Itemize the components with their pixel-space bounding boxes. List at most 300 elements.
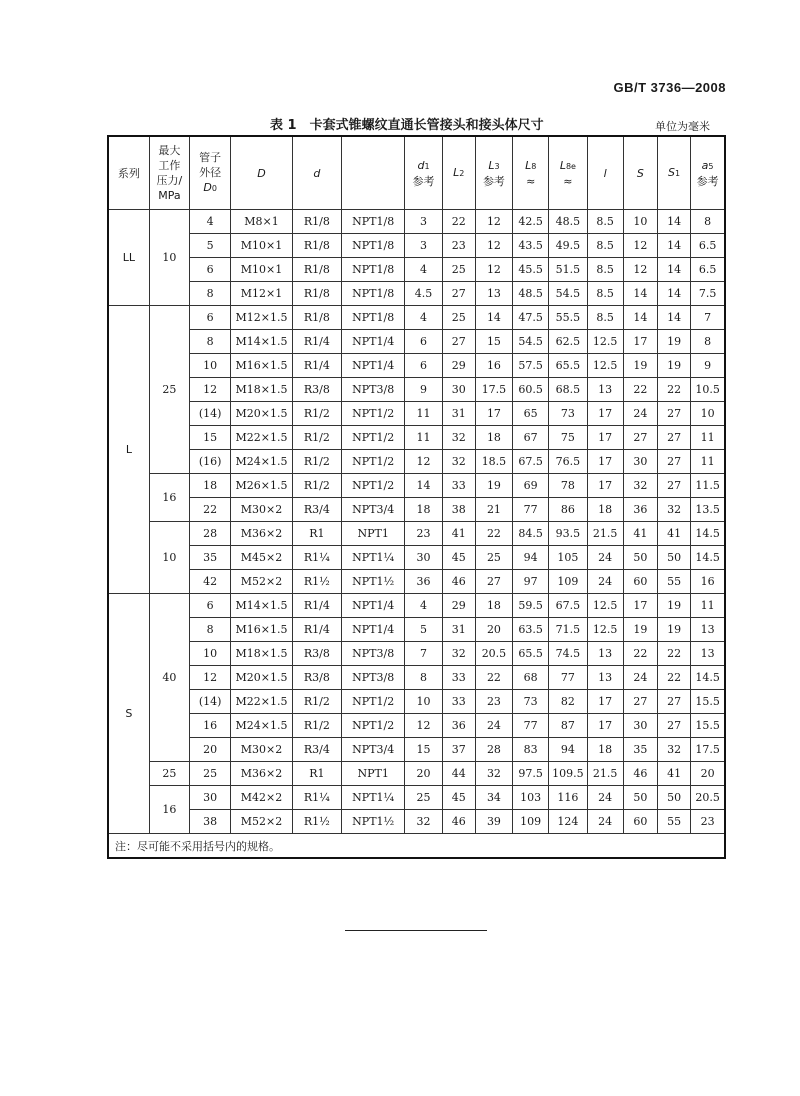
cell-tube-od: 12	[190, 666, 231, 690]
cell-d1: 4	[405, 258, 442, 282]
cell-d1: 6	[405, 354, 442, 378]
cell-tube-od: 16	[190, 714, 231, 738]
cell-tube-od: 42	[190, 570, 231, 594]
cell-L3: 13	[475, 282, 512, 306]
cell-S: 27	[623, 690, 657, 714]
cell-d1: 9	[405, 378, 442, 402]
table-row	[108, 786, 725, 810]
cell-L3: 23	[475, 690, 512, 714]
cell-thread-NPT: NPT3/8	[341, 378, 404, 402]
table-row	[108, 594, 725, 618]
cell-thread-R: R1/2	[292, 690, 341, 714]
cell-L3: 17.5	[475, 378, 512, 402]
cell-l: 18	[587, 498, 623, 522]
cell-L8e: 73	[549, 402, 587, 426]
cell-d1: 12	[405, 450, 442, 474]
cell-thread-D: M10×1	[231, 234, 292, 258]
cell-d1: 20	[405, 762, 442, 786]
pressure-cell: 10	[149, 522, 189, 594]
table-row	[108, 522, 725, 546]
cell-d1: 11	[405, 402, 442, 426]
cell-L3: 12	[475, 234, 512, 258]
cell-L8e: 109	[549, 570, 587, 594]
cell-L2: 33	[442, 690, 475, 714]
cell-L8e: 93.5	[549, 522, 587, 546]
header-L2: L2	[442, 136, 475, 210]
header-D: D	[231, 136, 292, 210]
cell-L8: 84.5	[513, 522, 549, 546]
cell-L8: 65.5	[513, 642, 549, 666]
table-row	[108, 714, 725, 738]
cell-S: 24	[623, 402, 657, 426]
cell-d1: 30	[405, 546, 442, 570]
cell-thread-D: M30×2	[231, 738, 292, 762]
cell-d1: 3	[405, 210, 442, 234]
table-body	[108, 210, 725, 859]
cell-a5: 17.5	[691, 738, 725, 762]
cell-L3: 22	[475, 666, 512, 690]
cell-tube-od: 22	[190, 498, 231, 522]
cell-thread-NPT: NPT1/8	[341, 306, 404, 330]
cell-d1: 23	[405, 522, 442, 546]
cell-S: 32	[623, 474, 657, 498]
cell-S: 30	[623, 714, 657, 738]
cell-tube-od: 5	[190, 234, 231, 258]
cell-thread-R: R3/4	[292, 738, 341, 762]
header-L8e: L8e ≈	[549, 136, 587, 210]
cell-tube-od: 10	[190, 642, 231, 666]
cell-S1: 41	[657, 522, 690, 546]
cell-thread-D: M52×2	[231, 810, 292, 834]
cell-thread-R: R1/8	[292, 210, 341, 234]
cell-S1: 50	[657, 546, 690, 570]
cell-thread-NPT: NPT1/2	[341, 714, 404, 738]
cell-thread-NPT: NPT1/4	[341, 594, 404, 618]
cell-d1: 8	[405, 666, 442, 690]
cell-thread-D: M18×1.5	[231, 642, 292, 666]
cell-L3: 19	[475, 474, 512, 498]
cell-L8: 54.5	[513, 330, 549, 354]
cell-S1: 14	[657, 306, 690, 330]
series-cell: S	[108, 594, 149, 834]
cell-thread-R: R1	[292, 762, 341, 786]
cell-thread-NPT: NPT1/4	[341, 330, 404, 354]
cell-thread-NPT: NPT1/8	[341, 210, 404, 234]
table-header-row	[108, 136, 725, 210]
cell-l: 8.5	[587, 258, 623, 282]
cell-a5: 11	[691, 450, 725, 474]
cell-l: 8.5	[587, 306, 623, 330]
cell-thread-R: R3/4	[292, 498, 341, 522]
cell-S: 14	[623, 306, 657, 330]
cell-thread-R: R1/4	[292, 594, 341, 618]
table-row	[108, 258, 725, 282]
cell-L3: 24	[475, 714, 512, 738]
cell-L2: 46	[442, 570, 475, 594]
cell-a5: 14.5	[691, 666, 725, 690]
cell-L3: 34	[475, 786, 512, 810]
cell-S1: 32	[657, 738, 690, 762]
cell-thread-D: M20×1.5	[231, 402, 292, 426]
cell-thread-D: M52×2	[231, 570, 292, 594]
cell-L3: 21	[475, 498, 512, 522]
cell-S1: 19	[657, 330, 690, 354]
cell-thread-D: M20×1.5	[231, 666, 292, 690]
header-d: d	[292, 136, 341, 210]
table-row	[108, 378, 725, 402]
table-row	[108, 810, 725, 834]
cell-L8: 83	[513, 738, 549, 762]
cell-thread-NPT: NPT3/4	[341, 498, 404, 522]
cell-a5: 10.5	[691, 378, 725, 402]
cell-thread-D: M14×1.5	[231, 330, 292, 354]
cell-thread-D: M24×1.5	[231, 450, 292, 474]
cell-S: 60	[623, 570, 657, 594]
cell-L8e: 74.5	[549, 642, 587, 666]
cell-L8e: 82	[549, 690, 587, 714]
cell-L2: 30	[442, 378, 475, 402]
cell-d1: 5	[405, 618, 442, 642]
cell-L2: 27	[442, 330, 475, 354]
header-d-blank	[341, 136, 404, 210]
cell-L2: 46	[442, 810, 475, 834]
cell-thread-R: R3/8	[292, 666, 341, 690]
table-row	[108, 762, 725, 786]
cell-L8: 67.5	[513, 450, 549, 474]
cell-a5: 15.5	[691, 714, 725, 738]
cell-S: 36	[623, 498, 657, 522]
cell-tube-od: 8	[190, 282, 231, 306]
cell-S: 12	[623, 234, 657, 258]
table-row	[108, 618, 725, 642]
cell-L3: 22	[475, 522, 512, 546]
cell-L3: 25	[475, 546, 512, 570]
cell-tube-od: 10	[190, 354, 231, 378]
cell-thread-NPT: NPT1/2	[341, 690, 404, 714]
cell-d1: 10	[405, 690, 442, 714]
cell-L3: 14	[475, 306, 512, 330]
cell-l: 24	[587, 546, 623, 570]
cell-thread-NPT: NPT1½	[341, 570, 404, 594]
end-rule	[345, 930, 487, 931]
cell-L8: 45.5	[513, 258, 549, 282]
cell-S: 27	[623, 426, 657, 450]
pressure-cell: 16	[149, 786, 189, 834]
cell-L8: 103	[513, 786, 549, 810]
cell-L8e: 54.5	[549, 282, 587, 306]
cell-L3: 12	[475, 210, 512, 234]
unit-note: 单位为毫米	[655, 120, 710, 133]
cell-thread-D: M8×1	[231, 210, 292, 234]
cell-L3: 17	[475, 402, 512, 426]
cell-L2: 38	[442, 498, 475, 522]
cell-d1: 4	[405, 306, 442, 330]
cell-thread-NPT: NPT3/8	[341, 642, 404, 666]
cell-thread-D: M18×1.5	[231, 378, 292, 402]
cell-tube-od: 8	[190, 330, 231, 354]
cell-l: 8.5	[587, 282, 623, 306]
cell-l: 13	[587, 378, 623, 402]
cell-tube-od: 28	[190, 522, 231, 546]
cell-thread-R: R1/2	[292, 450, 341, 474]
cell-S1: 14	[657, 282, 690, 306]
cell-d1: 4	[405, 594, 442, 618]
cell-S1: 14	[657, 234, 690, 258]
cell-l: 18	[587, 738, 623, 762]
cell-L3: 18.5	[475, 450, 512, 474]
cell-tube-od: 25	[190, 762, 231, 786]
cell-S: 46	[623, 762, 657, 786]
cell-a5: 11	[691, 594, 725, 618]
cell-S: 14	[623, 282, 657, 306]
cell-l: 17	[587, 402, 623, 426]
cell-l: 8.5	[587, 210, 623, 234]
header-series: 系列	[108, 136, 149, 210]
cell-L2: 33	[442, 474, 475, 498]
cell-S: 24	[623, 666, 657, 690]
cell-thread-D: M36×2	[231, 762, 292, 786]
cell-L2: 45	[442, 786, 475, 810]
cell-L8: 60.5	[513, 378, 549, 402]
cell-L2: 37	[442, 738, 475, 762]
table-row	[108, 690, 725, 714]
cell-tube-od: 6	[190, 258, 231, 282]
cell-tube-od: 20	[190, 738, 231, 762]
cell-thread-R: R1	[292, 522, 341, 546]
cell-S: 22	[623, 378, 657, 402]
cell-a5: 13	[691, 642, 725, 666]
cell-thread-R: R3/8	[292, 642, 341, 666]
cell-S1: 19	[657, 618, 690, 642]
table-row	[108, 234, 725, 258]
cell-S: 19	[623, 354, 657, 378]
header-tube-od: 管子 外径 D0	[190, 136, 231, 210]
cell-a5: 20	[691, 762, 725, 786]
dimension-table	[107, 135, 726, 859]
pressure-cell: 25	[149, 306, 189, 474]
cell-L3: 20	[475, 618, 512, 642]
table-row	[108, 498, 725, 522]
cell-thread-D: M30×2	[231, 498, 292, 522]
cell-S1: 27	[657, 426, 690, 450]
cell-S: 12	[623, 258, 657, 282]
cell-thread-NPT: NPT1½	[341, 810, 404, 834]
cell-S1: 22	[657, 666, 690, 690]
cell-L2: 41	[442, 522, 475, 546]
cell-l: 12.5	[587, 354, 623, 378]
table-row	[108, 474, 725, 498]
cell-thread-NPT: NPT1/2	[341, 474, 404, 498]
cell-a5: 14.5	[691, 522, 725, 546]
cell-L2: 32	[442, 426, 475, 450]
cell-L2: 44	[442, 762, 475, 786]
cell-thread-R: R1¼	[292, 546, 341, 570]
cell-S1: 19	[657, 594, 690, 618]
cell-L8e: 62.5	[549, 330, 587, 354]
cell-thread-NPT: NPT1/2	[341, 450, 404, 474]
cell-L2: 25	[442, 258, 475, 282]
cell-thread-NPT: NPT1/8	[341, 258, 404, 282]
cell-S: 35	[623, 738, 657, 762]
cell-thread-NPT: NPT1¼	[341, 546, 404, 570]
cell-l: 13	[587, 642, 623, 666]
cell-a5: 16	[691, 570, 725, 594]
cell-S: 17	[623, 594, 657, 618]
cell-thread-D: M42×2	[231, 786, 292, 810]
cell-S1: 22	[657, 642, 690, 666]
cell-S1: 55	[657, 810, 690, 834]
header-L8: L8 ≈	[513, 136, 549, 210]
cell-a5: 8	[691, 330, 725, 354]
cell-L8: 59.5	[513, 594, 549, 618]
cell-thread-R: R1/8	[292, 234, 341, 258]
standard-number: GB/T 3736—2008	[613, 80, 726, 95]
cell-L3: 28	[475, 738, 512, 762]
cell-thread-R: R1/4	[292, 330, 341, 354]
cell-thread-R: R1½	[292, 570, 341, 594]
cell-L8e: 68.5	[549, 378, 587, 402]
table-row	[108, 570, 725, 594]
cell-L3: 32	[475, 762, 512, 786]
cell-thread-R: R1¼	[292, 786, 341, 810]
table-row	[108, 306, 725, 330]
cell-a5: 20.5	[691, 786, 725, 810]
cell-S: 60	[623, 810, 657, 834]
cell-S1: 27	[657, 402, 690, 426]
cell-d1: 3	[405, 234, 442, 258]
cell-L8: 77	[513, 714, 549, 738]
cell-a5: 7	[691, 306, 725, 330]
cell-L8e: 78	[549, 474, 587, 498]
cell-thread-D: M36×2	[231, 522, 292, 546]
cell-L8: 47.5	[513, 306, 549, 330]
cell-S1: 27	[657, 474, 690, 498]
cell-thread-NPT: NPT1/8	[341, 234, 404, 258]
cell-tube-od: 6	[190, 594, 231, 618]
cell-L8: 77	[513, 498, 549, 522]
cell-l: 24	[587, 810, 623, 834]
cell-thread-D: M24×1.5	[231, 714, 292, 738]
cell-L8: 73	[513, 690, 549, 714]
cell-thread-R: R1/8	[292, 306, 341, 330]
cell-l: 21.5	[587, 762, 623, 786]
cell-l: 24	[587, 570, 623, 594]
table-note: 注：尽可能不采用括号内的规格。	[108, 834, 725, 859]
cell-thread-R: R1/2	[292, 474, 341, 498]
cell-L8e: 48.5	[549, 210, 587, 234]
cell-a5: 11	[691, 426, 725, 450]
cell-L8e: 51.5	[549, 258, 587, 282]
cell-L8: 43.5	[513, 234, 549, 258]
cell-a5: 14.5	[691, 546, 725, 570]
header-L3: L3 参考	[475, 136, 512, 210]
cell-tube-od: (14)	[190, 690, 231, 714]
cell-L8e: 86	[549, 498, 587, 522]
table-row	[108, 642, 725, 666]
cell-L3: 12	[475, 258, 512, 282]
cell-a5: 23	[691, 810, 725, 834]
cell-a5: 7.5	[691, 282, 725, 306]
cell-S1: 32	[657, 498, 690, 522]
cell-thread-D: M22×1.5	[231, 690, 292, 714]
cell-d1: 12	[405, 714, 442, 738]
cell-L8e: 65.5	[549, 354, 587, 378]
cell-S1: 50	[657, 786, 690, 810]
cell-S1: 27	[657, 714, 690, 738]
cell-S1: 19	[657, 354, 690, 378]
table-row	[108, 738, 725, 762]
header-a5: a5 参考	[691, 136, 725, 210]
cell-L2: 45	[442, 546, 475, 570]
header-d1: d1 参考	[405, 136, 442, 210]
cell-L8: 68	[513, 666, 549, 690]
cell-d1: 14	[405, 474, 442, 498]
cell-thread-NPT: NPT1/4	[341, 618, 404, 642]
cell-d1: 15	[405, 738, 442, 762]
cell-thread-R: R1/2	[292, 426, 341, 450]
cell-tube-od: 12	[190, 378, 231, 402]
cell-L3: 15	[475, 330, 512, 354]
cell-L2: 22	[442, 210, 475, 234]
header-S1: S1	[657, 136, 690, 210]
cell-L8e: 109.5	[549, 762, 587, 786]
cell-tube-od: 38	[190, 810, 231, 834]
cell-thread-R: R1/8	[292, 258, 341, 282]
cell-L8: 94	[513, 546, 549, 570]
cell-S1: 27	[657, 690, 690, 714]
table-row	[108, 546, 725, 570]
cell-a5: 9	[691, 354, 725, 378]
series-cell: L	[108, 306, 149, 594]
cell-thread-R: R1/4	[292, 618, 341, 642]
cell-tube-od: 4	[190, 210, 231, 234]
cell-thread-R: R3/8	[292, 378, 341, 402]
cell-L2: 27	[442, 282, 475, 306]
cell-l: 8.5	[587, 234, 623, 258]
cell-d1: 7	[405, 642, 442, 666]
header-S: S	[623, 136, 657, 210]
cell-a5: 8	[691, 210, 725, 234]
cell-L2: 31	[442, 618, 475, 642]
cell-l: 17	[587, 474, 623, 498]
cell-S: 22	[623, 642, 657, 666]
pressure-cell: 16	[149, 474, 189, 522]
cell-L8e: 71.5	[549, 618, 587, 642]
cell-tube-od: 35	[190, 546, 231, 570]
cell-d1: 18	[405, 498, 442, 522]
cell-S1: 14	[657, 210, 690, 234]
cell-thread-NPT: NPT1/2	[341, 402, 404, 426]
cell-L8: 97.5	[513, 762, 549, 786]
cell-L8e: 124	[549, 810, 587, 834]
cell-L8: 65	[513, 402, 549, 426]
cell-tube-od: (14)	[190, 402, 231, 426]
series-cell: LL	[108, 210, 149, 306]
pressure-cell: 25	[149, 762, 189, 786]
header-pressure: 最大 工作 压力/ MPa	[149, 136, 189, 210]
pressure-cell: 10	[149, 210, 189, 306]
cell-thread-D: M26×1.5	[231, 474, 292, 498]
cell-thread-D: M16×1.5	[231, 618, 292, 642]
cell-tube-od: 15	[190, 426, 231, 450]
cell-thread-NPT: NPT1/8	[341, 282, 404, 306]
cell-L2: 36	[442, 714, 475, 738]
cell-thread-NPT: NPT1	[341, 522, 404, 546]
cell-d1: 11	[405, 426, 442, 450]
table-row	[108, 666, 725, 690]
cell-thread-D: M45×2	[231, 546, 292, 570]
cell-L3: 39	[475, 810, 512, 834]
